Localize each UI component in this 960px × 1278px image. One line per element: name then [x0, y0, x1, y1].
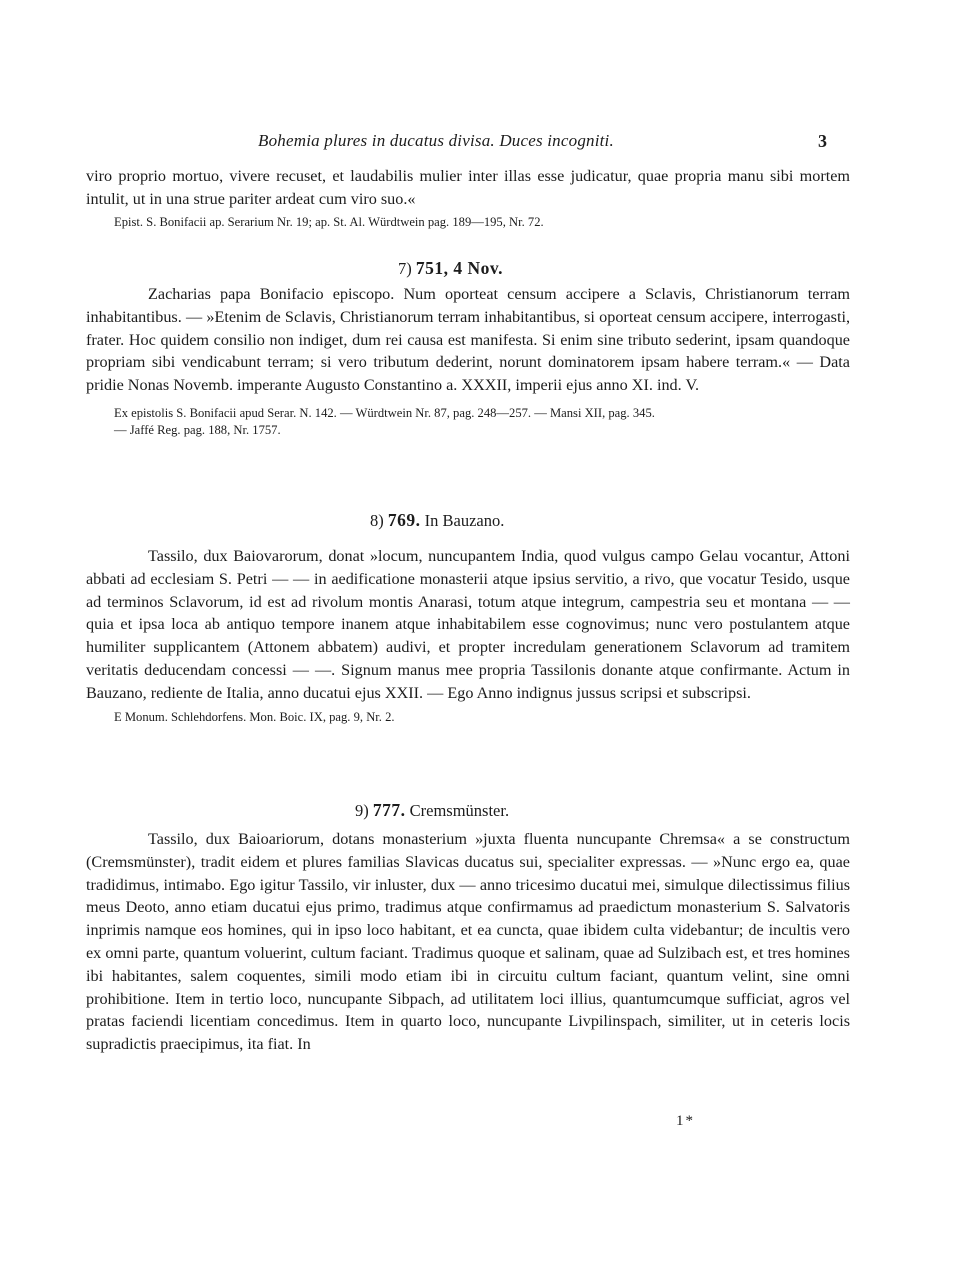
entry-number: 7): [398, 259, 412, 278]
page-number: 3: [818, 131, 827, 151]
signature-mark: 1*: [676, 1113, 695, 1129]
entry-place: Cremsmünster.: [409, 801, 510, 820]
running-head: [0, 131, 960, 155]
source-note: Ex epistolis S. Bonifacii apud Serar. N. 142. — Würdtwein Nr. 87, pag. 248—257. — Mansi XII, pag. 345.: [114, 405, 655, 420]
entry-text: Zacharias papa Bonifacio episcopo. Num oporteat censum accipere a Sclavis, Christianorum terram inhabitantibus. — »Etenim de Sclavis, Christianorum terram inhabitantibus, si oporteat censum accipere, interrogasti, frater. Hoc quidem consilio non indiget, dum rei causa est manifesta. Si enim sine tributo sederint, ipsam quandoque propriam sibi vendicabunt terram; si vero tributum dederint, norunt dominatorem ipsam habere terram.« — Data pridie Nonas Novemb. imperante Augusto Constantino a. XXXII, imperii ejus anno XI. ind. V.: [86, 285, 850, 395]
entry-date: 777.: [372, 800, 406, 820]
entry-heading-7: [0, 258, 960, 279]
source-note: Epist. S. Bonifacii ap. Serarium Nr. 19; ap. St. Al. Würdtwein pag. 189—195, Nr. 72.: [114, 214, 544, 229]
continued-paragraph-block: [86, 165, 850, 231]
source-note: — Jaffé Reg. pag. 188, Nr. 1757.: [114, 422, 281, 437]
entry-8-block: [86, 545, 850, 726]
entry-9-block: [86, 828, 850, 1056]
entry-number: 9): [355, 801, 369, 820]
entry-heading-9: [0, 800, 960, 821]
entry-text: Tassilo, dux Baiovarorum, donat »locum, nuncupantem India, quod vulgus campo Gelau vocantur, Attoni abbati ad ecclesiam S. Petri — — in aedificatione monasterii atque ipsius servitio, a rivo, que vocatur Tesido, usque ad terminos Sclavorum, id est ad rivolum montis Anarasi, totum atque integrum, campestria seu et montana — — quia et ipsa loca ab antiquo tempore inanem atque inhabitabilem esse cognovimus; nunc vero postulantem atque humiliter supplicantem (Attonem abbatem) audivi, et propter incredulam generationem Sclavorum ad tramitem veritatis deducendam concessi — —. Signum manus mee propria Tassilonis donante atque confirmante. Actum in Bauzano, rediente de Italia, anno ducatui ejus XXII. — Ego Anno indignus jussus scripsi et subscripsi.: [86, 547, 850, 702]
entry-date: 769.: [387, 510, 421, 530]
entry-7-block: [86, 283, 850, 439]
entry-date: 751, 4 Nov.: [415, 258, 504, 278]
continued-paragraph: viro proprio mortuo, vivere recuset, et laudabilis mulier inter illas esse judicatur, quae propria manu sibi mortem intulit, ut in una strue pariter ardeat cum viro suo.«: [86, 167, 850, 208]
running-title: Bohemia plures in ducatus divisa. Duces incogniti.: [258, 131, 614, 150]
entry-place: In Bauzano.: [424, 511, 505, 530]
entry-heading-8: [0, 510, 960, 531]
source-note: E Monum. Schlehdorfens. Mon. Boic. IX, pag. 9, Nr. 2.: [114, 709, 395, 724]
entry-number: 8): [370, 511, 384, 530]
entry-text: Tassilo, dux Baioariorum, dotans monasterium »juxta fluenta nuncupante Chremsa« a se constructum (Cremsmünster), tradit eidem et plures familias Slavicas ducatus sui, specialiter expressas. — »Nunc ergo ea, quae tradidimus, intimabo. Ego igitur Tassilo, vir inluster, dux — anno tricesimo ducatui mei, simulque dilectissimus filius meus Deoto, anno etiam ducatui ejus primo, tradimus atque confirmamus ad praedictum monasterium S. Salvatoris inprimis namque eos homines, qui in ipso loco habitant, et ea cuncta, quae ibidem culta videbantur; de incultis vero ex omni parte, quantum voluerint, cultum faciant. Tradimus quoque et salinam, quae ad Sulzibach est, et tres homines ibi habitantes, salem coquentes, simili modo etiam ibi in circuitu cultum faciant, quantum velint, sine omni prohibitione. Item in tertio loco, nuncupante Sibpach, ad utilitatem loci illius, quantumcumque sufficiat, agros vel pratas faciendi licentiam concedimus. Item in quarto loco, nuncupante Livpilinspach, similiter, ut in ceteris locis supradictis praecipimus, ita fiat. In: [86, 830, 850, 1054]
